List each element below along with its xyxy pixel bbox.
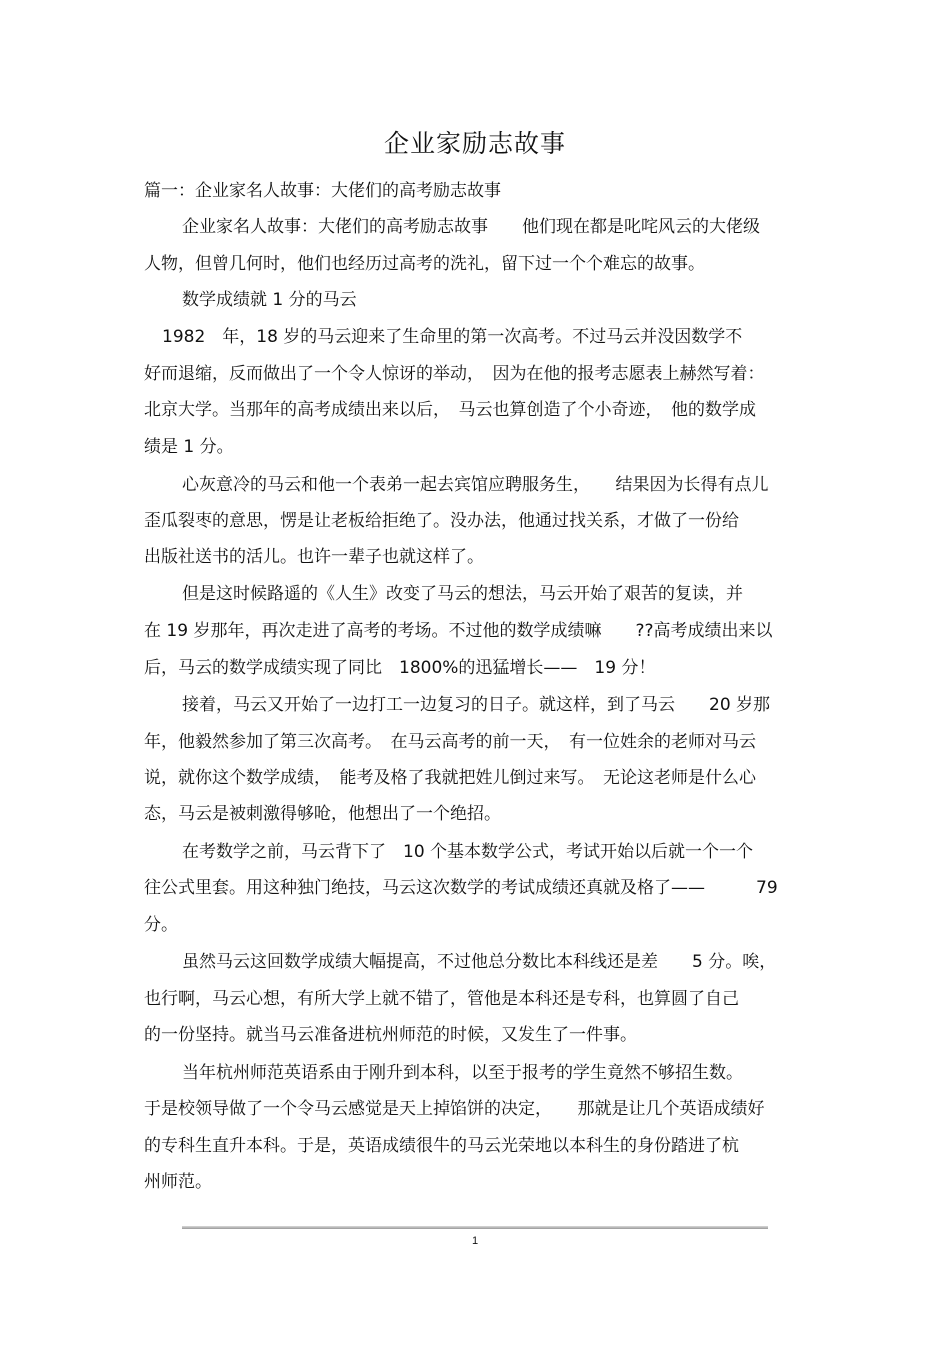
text-line: 后，马云的数学成绩实现了同比 1800%的迅猛增长—— 19 分！ (144, 658, 656, 678)
text-line: 心灰意冷的马云和他一个表弟一起去宾馆应聘服务生， 结果因为长得有点儿 (182, 475, 769, 495)
text-line: 州师范。 (144, 1172, 212, 1192)
text-line: 态，马云是被刺激得够呛，他想出了一个绝招。 (144, 804, 501, 824)
text-line: 的专科生直升本科。于是，英语成绩很牛的马云光荣地以本科生的身份踏进了杭 (144, 1136, 739, 1156)
text-line: 于是校领导做了一个令马云感觉是天上掉馅饼的决定， 那就是让几个英语成绩好 (144, 1099, 765, 1119)
page-number: 1 (471, 1235, 479, 1247)
text-line: 篇一：企业家名人故事：大佬们的高考励志故事 (144, 181, 501, 201)
text-line: 的一份坚持。就当马云准备进杭州师范的时候，又发生了一件事。 (144, 1025, 637, 1045)
text-line: 但是这时候路遥的《人生》改变了马云的想法，马云开始了艰苦的复读，并 (182, 584, 743, 604)
text-line: 好而退缩，反而做出了一个令人惊讶的举动， 因为在他的报考志愿表上赫然写着： (144, 364, 765, 384)
text-line: 当年杭州师范英语系由于刚升到本科，以至于报考的学生竟然不够招生数。 (182, 1063, 743, 1083)
text-line: 接着，马云又开始了一边打工一边复习的日子。就这样，到了马云 20 岁那 (182, 695, 771, 715)
text-line: 也行啊，马云心想，有所大学上就不错了，管他是本科还是专科，也算圆了自己 (144, 989, 739, 1009)
text-line: 数学成绩就 1 分的马云 (182, 290, 357, 310)
footer-divider (182, 1226, 768, 1229)
text-line: 年，他毅然参加了第三次高考。 在马云高考的前一天， 有一位姓余的老师对马云 (144, 732, 756, 752)
document-title: 企业家励志故事 (383, 129, 566, 158)
text-line: 绩是 1 分。 (144, 437, 234, 457)
text-line: 在考数学之前，马云背下了 10 个基本数学公式，考试开始以后就一个一个 (182, 842, 754, 862)
text-line: 人物，但曾几何时，他们也经历过高考的洗礼，留下过一个个难忘的故事。 (144, 254, 705, 274)
text-line: 企业家名人故事：大佬们的高考励志故事 他们现在都是叱咤风云的大佬级 (182, 217, 760, 237)
text-line: 歪瓜裂枣的意思，愣是让老板给拒绝了。没办法，他通过找关系，才做了一份给 (144, 511, 739, 531)
text-line: 虽然马云这回数学成绩大幅提高，不过他总分数比本科线还是差 5 分。唉， (182, 952, 777, 972)
text-line: 说，就你这个数学成绩， 能考及格了我就把姓儿倒过来写。 无论这老师是什么心 (144, 768, 756, 788)
text-line: 出版社送书的活儿。也许一辈子也就这样了。 (144, 547, 484, 567)
text-line: 分。 (144, 915, 178, 935)
text-line: 在 19 岁那年，再次走进了高考的考场。不过他的数学成绩嘛 ??高考成绩出来以 (144, 621, 773, 641)
text-line: 往公式里套。用这种独门绝技，马云这次数学的考试成绩还真就及格了—— 79 (144, 878, 778, 898)
text-line: 1982 年，18 岁的马云迎来了生命里的第一次高考。不过马云并没因数学不 (162, 327, 743, 347)
text-line: 北京大学。当那年的高考成绩出来以后， 马云也算创造了个小奇迹， 他的数学成 (144, 400, 756, 420)
